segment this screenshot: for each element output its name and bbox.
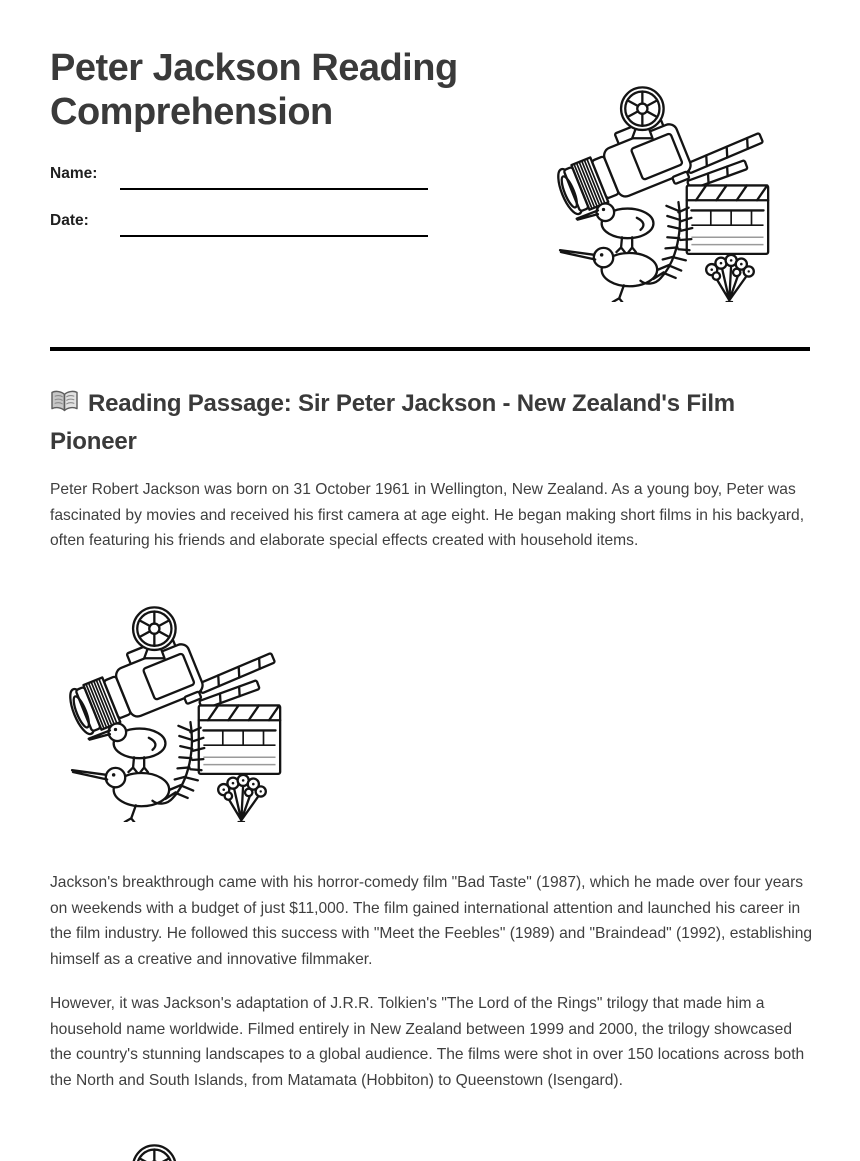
- name-label: Name:: [50, 165, 98, 182]
- passage-paragraph: Peter Robert Jackson was born on 31 October 1961 in Wellington, New Zealand. As a young boy, Peter was fascinated by movies and received his first camera at age eight. He began making short films in his backyard, often featuring his friends and elaborate special effects created with household items.: [50, 481, 805, 549]
- date-field[interactable]: [120, 214, 428, 237]
- passage-paragraph: Jackson's breakthrough came with his horror-comedy film "Bad Taste" (1987), which he made over four years on weekends with a budget of just $11,000. The film gained international attention and launched his career in the film industry. He followed this success with "Meet the Feebles" (1989) and "Braindead" (1992), establishing himself as a creative and innovative filmmaker.: [50, 874, 813, 968]
- date-label: Date:: [50, 212, 89, 229]
- name-field[interactable]: [120, 167, 428, 190]
- passage-heading: [50, 385, 820, 461]
- passage-paragraph: However, it was Jackson's adaptation of J.R.R. Tolkien's "The Lord of the Rings" trilogy that made him a household name worldwide. Filmed entirely in New Zealand between 1999 and 2000, the trilogy showcased the country's stunning landscapes to a global audience. The films were shot in over 150 locations across both the North and South Islands, from Matamata (Hobbiton) to Queenstown (Isengard).: [50, 995, 805, 1089]
- page-title: Peter Jackson Reading Comprehension: [50, 47, 458, 133]
- film-illustration-bottom: [60, 1138, 282, 1161]
- film-illustration-top: [548, 80, 770, 302]
- open-book-icon: [50, 389, 79, 414]
- passage-heading-text: Reading Passage: Sir Peter Jackson - New Zealand's Film Pioneer: [50, 390, 735, 455]
- film-illustration-mid: [60, 600, 282, 822]
- section-divider: [50, 347, 810, 351]
